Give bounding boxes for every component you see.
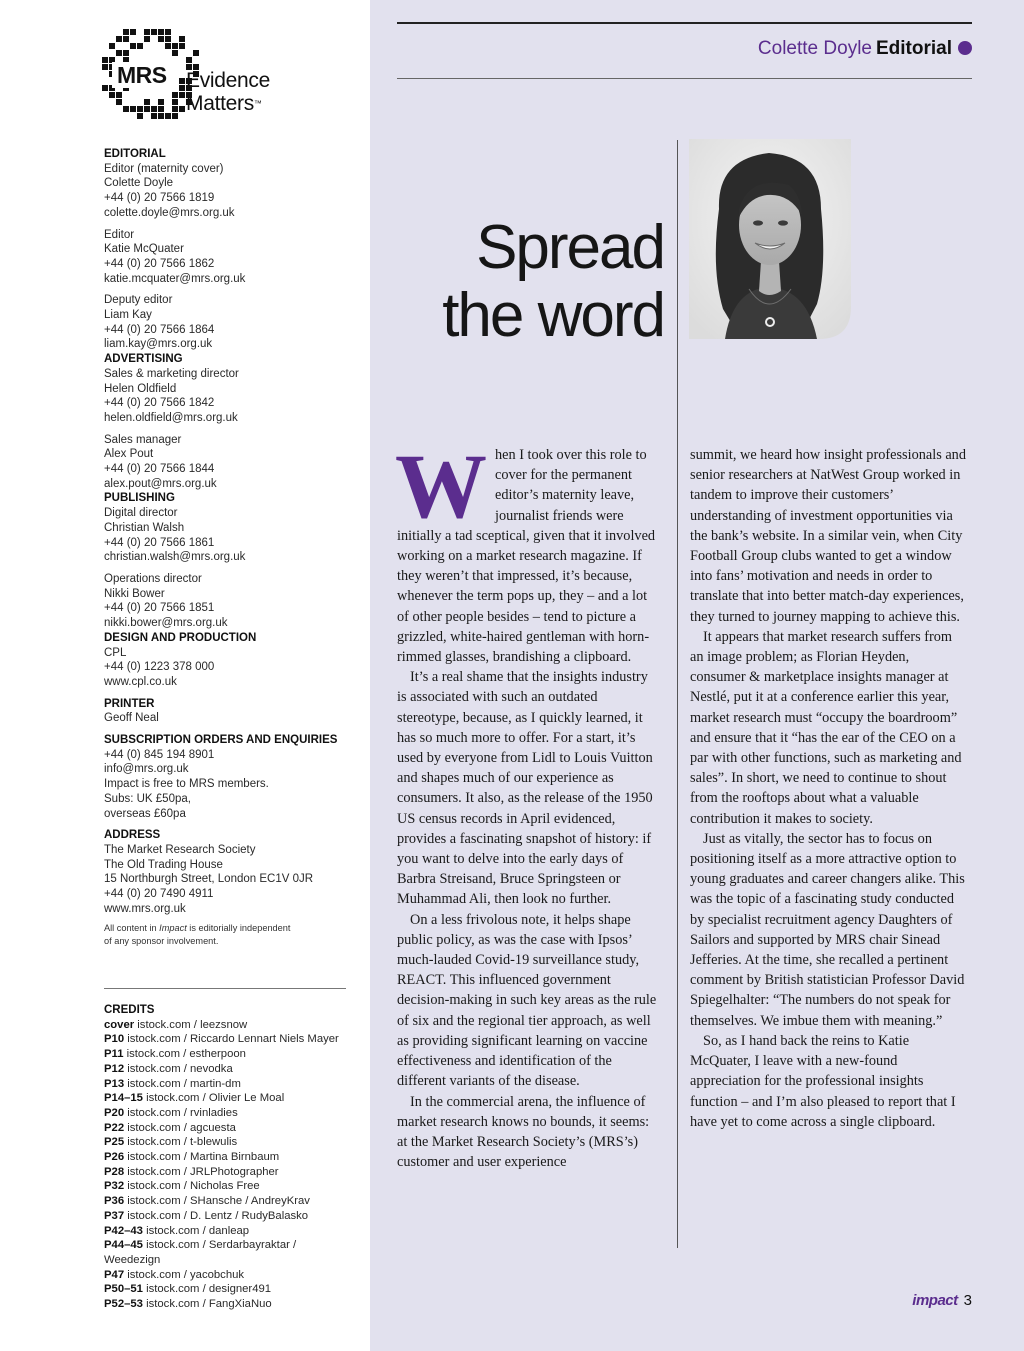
contact-block bbox=[104, 367, 354, 426]
credit-page: P22 bbox=[104, 1121, 125, 1134]
logo-matters-text bbox=[186, 93, 262, 115]
email: nikki.bower@mrs.org.uk bbox=[104, 617, 228, 630]
credit-source: istock.com / yacobchuk bbox=[124, 1268, 245, 1281]
article-paragraph: Just as vitally, the sector has to focus on positioning itself as a more attractive option to young graduates and career changers alike. This was the topic of a fascinating study conducted by specialist recruitment agency Daughters of Sailors and supported by MRS chair Sinead Jefferies. At the time, she recalled a pertinent comment by British statistician Professor David Spiegelhalter: “The numbers do not speak for themselves. We imbue them with meaning.” bbox=[690, 830, 965, 1029]
credit-item bbox=[104, 1209, 354, 1224]
subscription-line: overseas £60pa bbox=[104, 807, 186, 820]
credit-page: P47 bbox=[104, 1268, 125, 1281]
editorial-title: EDITORIAL bbox=[104, 148, 166, 160]
article-paragraph: So, as I hand back the reins to Katie McQuater, I leave with a new-found appreciation for the professional insights function – and I’m also pleased to report that I have yet to come across a single clipboard. bbox=[690, 1032, 956, 1130]
credit-source: istock.com / Serdarbayraktar / Weedezign bbox=[104, 1239, 297, 1266]
role: Sales manager bbox=[104, 433, 182, 446]
paragraph-text: hen I took over this role to cover for the permanent editor’s maternity leave, journalist friends were initially a tad sceptical, given that it involved working on a market research magazine. If they weren’t that impressed, it’s because, whenever the term pops up, they – and a lot of other people besides – tend to picture a grizzled, white-haired gentleman with horn-rimmed glasses, brandishing a clipboard. bbox=[397, 447, 656, 666]
contact-block bbox=[104, 228, 354, 287]
person-name: Colette Doyle bbox=[104, 177, 174, 190]
credit-source: istock.com / leezsnow bbox=[134, 1018, 248, 1031]
subscription-line: Impact is free to MRS members. bbox=[104, 778, 269, 791]
headline-line-2: the word bbox=[442, 281, 664, 350]
credit-page: P52–53 bbox=[104, 1298, 143, 1311]
credit-source: istock.com / agcuesta bbox=[124, 1121, 236, 1134]
role: Deputy editor bbox=[104, 294, 173, 307]
credit-page: P13 bbox=[104, 1077, 125, 1090]
address-line: The Old Trading House bbox=[104, 858, 223, 871]
person-name: Alex Pout bbox=[104, 448, 154, 461]
credit-source: istock.com / rvinladies bbox=[124, 1106, 238, 1119]
credit-item bbox=[104, 1194, 354, 1209]
contact-block bbox=[104, 433, 354, 492]
credit-page: P14–15 bbox=[104, 1092, 143, 1105]
credit-item bbox=[104, 1238, 354, 1267]
credit-page: P32 bbox=[104, 1180, 125, 1193]
role: Operations director bbox=[104, 572, 202, 585]
credit-page: P37 bbox=[104, 1209, 125, 1222]
credit-page: P50–51 bbox=[104, 1283, 143, 1296]
person-name: Katie McQuater bbox=[104, 243, 184, 256]
headline-line-1: Spread bbox=[476, 213, 664, 282]
note-line2: of any sponsor involvement. bbox=[104, 936, 219, 947]
credit-source: istock.com / Olivier Le Moal bbox=[142, 1092, 285, 1105]
address-line: The Market Research Society bbox=[104, 843, 256, 856]
credit-source: istock.com / JRLPhotographer bbox=[124, 1165, 279, 1178]
credits bbox=[104, 1003, 354, 1312]
person-name: Nikki Bower bbox=[104, 587, 165, 600]
email: christian.walsh@mrs.org.uk bbox=[104, 551, 246, 564]
sidebar-divider bbox=[104, 988, 346, 989]
credit-item bbox=[104, 1165, 354, 1180]
phone: +44 (0) 20 7566 1862 bbox=[104, 257, 215, 270]
address-line: +44 (0) 20 7490 4911 bbox=[104, 888, 214, 901]
credit-page: P11 bbox=[104, 1048, 124, 1061]
dot-icon bbox=[958, 41, 972, 55]
header-author: Colette Doyle bbox=[757, 38, 872, 59]
credit-item bbox=[104, 1091, 354, 1106]
credit-source: istock.com / danleap bbox=[142, 1224, 250, 1237]
article-paragraph: In the commercial arena, the influence of market research knows no bounds, it seems: at the Market Research Society’s (MRS’s) customer and user experience bbox=[397, 1093, 650, 1171]
mrs-logo bbox=[102, 22, 292, 126]
drop-cap: W bbox=[395, 435, 487, 537]
design-line: +44 (0) 1223 378 000 bbox=[104, 661, 215, 674]
credit-item bbox=[104, 1224, 354, 1239]
author-photo bbox=[689, 139, 851, 339]
credit-source: istock.com / estherpoon bbox=[123, 1048, 246, 1061]
headline bbox=[442, 214, 664, 350]
credit-page: P42–43 bbox=[104, 1224, 143, 1237]
credit-source: istock.com / Nicholas Free bbox=[124, 1180, 260, 1193]
credit-source: istock.com / t-blewulis bbox=[124, 1136, 238, 1149]
email: helen.oldfield@mrs.org.uk bbox=[104, 411, 238, 424]
column-divider bbox=[677, 140, 678, 1248]
logo-evidence-text: Evidence bbox=[186, 69, 270, 92]
credit-source: istock.com / SHansche / AndreyKrav bbox=[124, 1195, 310, 1208]
credit-page: P28 bbox=[104, 1165, 125, 1178]
printer-title: PRINTER bbox=[104, 697, 155, 710]
article-paragraph: It’s a real shame that the insights industry is associated with such an outdated stereotype, because, as I quickly learned, it has so much more to offer. For a start, it’s used by everyone from Lidl to Louis Vuitton and shapes much of our experience as consumers. It also, as the release of the 1950 US census records in April evidenced, provides a fascinating snapshot of history: if you want to delve into the early days of Barbra Streisand, Bruce Springsteen or Muhammad Ali, then look no further. bbox=[397, 669, 653, 908]
credit-page: P36 bbox=[104, 1195, 125, 1208]
masthead-sidebar bbox=[0, 0, 370, 1351]
advertising-title: ADVERTISING bbox=[104, 353, 183, 366]
logo-matters-word: Matters bbox=[186, 92, 254, 115]
article-paragraph: summit, we heard how insight professionals and senior researchers at NatWest Group worked in tandem to improve their customers’ understanding of investment opportunities via the bank’s website. In a similar vein, when City Football Group clubs wanted to get a window into fans’ motivation and needs in order to translate that into better match-day experiences, they turned to journey mapping to achieve this. bbox=[690, 447, 966, 625]
note-prefix: All content in bbox=[104, 923, 160, 934]
logo-trademark: ™ bbox=[253, 99, 262, 108]
person-name: Liam Kay bbox=[104, 309, 152, 322]
credits-list bbox=[104, 1018, 354, 1312]
credit-source: istock.com / D. Lentz / RudyBalasko bbox=[124, 1209, 309, 1222]
header-top-rule bbox=[397, 22, 972, 24]
credit-item bbox=[104, 1268, 354, 1283]
credit-source: istock.com / Martina Birnbaum bbox=[124, 1151, 280, 1164]
credit-page: P25 bbox=[104, 1136, 125, 1149]
role: Sales & marketing director bbox=[104, 367, 239, 380]
credit-item bbox=[104, 1047, 354, 1062]
role: Digital director bbox=[104, 507, 178, 520]
design-title: DESIGN AND PRODUCTION bbox=[104, 631, 257, 644]
subscription-title: SUBSCRIPTION ORDERS AND ENQUIRIES bbox=[104, 734, 338, 747]
credit-item bbox=[104, 1179, 354, 1194]
contact-block bbox=[104, 162, 354, 221]
masthead bbox=[104, 147, 354, 948]
credits-title: CREDITS bbox=[104, 1004, 155, 1016]
credit-item bbox=[104, 1032, 354, 1047]
article-column-2 bbox=[690, 445, 966, 1132]
credit-source: istock.com / Riccardo Lennart Niels Mayer bbox=[124, 1033, 339, 1046]
article-paragraph bbox=[395, 435, 659, 667]
email: liam.kay@mrs.org.uk bbox=[104, 338, 213, 351]
address-line: 15 Northburgh Street, London EC1V 0JR bbox=[104, 873, 314, 886]
credit-source: istock.com / FangXiaNuo bbox=[142, 1298, 272, 1311]
article-column-1 bbox=[395, 435, 659, 1172]
credit-page: P26 bbox=[104, 1151, 125, 1164]
credit-page: P12 bbox=[104, 1062, 125, 1075]
contact-block bbox=[104, 572, 354, 631]
person-name: Christian Walsh bbox=[104, 521, 185, 534]
credit-item bbox=[104, 1062, 354, 1077]
page-footer bbox=[912, 1292, 972, 1309]
credit-page: P44–45 bbox=[104, 1239, 143, 1252]
credit-page: P10 bbox=[104, 1033, 125, 1046]
design-line: CPL bbox=[104, 646, 127, 659]
footer-brand: impact bbox=[912, 1292, 958, 1309]
design-line: www.cpl.co.uk bbox=[104, 675, 177, 688]
credit-source: istock.com / designer491 bbox=[142, 1283, 272, 1296]
note-italic: Impact bbox=[159, 923, 187, 934]
publishing-title: PUBLISHING bbox=[104, 492, 175, 505]
address-line: www.mrs.org.uk bbox=[104, 902, 186, 915]
credit-item bbox=[104, 1077, 354, 1092]
email: alex.pout@mrs.org.uk bbox=[104, 477, 217, 490]
editorial-blocks bbox=[104, 162, 354, 352]
phone: +44 (0) 20 7566 1842 bbox=[104, 397, 215, 410]
credit-item bbox=[104, 1018, 354, 1033]
phone: +44 (0) 20 7566 1864 bbox=[104, 323, 215, 336]
independence-note bbox=[104, 922, 354, 947]
phone: +44 (0) 20 7566 1851 bbox=[104, 602, 215, 615]
person-name: Helen Oldfield bbox=[104, 382, 177, 395]
header-section: Editorial bbox=[875, 38, 952, 59]
credit-item bbox=[104, 1106, 354, 1121]
subscription-line: +44 (0) 845 194 8901 bbox=[104, 748, 215, 761]
phone: +44 (0) 20 7566 1844 bbox=[104, 463, 215, 476]
logo-mrs-text: MRS bbox=[112, 62, 172, 88]
address-title: ADDRESS bbox=[104, 829, 161, 842]
phone: +44 (0) 20 7566 1861 bbox=[104, 536, 215, 549]
role: Editor (maternity cover) bbox=[104, 162, 224, 175]
article-paragraph: It appears that market research suffers from an image problem; as Florian Heyden, consumer & marketplace insights manager at Nestlé, put it at a conference earlier this year, market research must “occupy the boardroom” and ensure that it “has the ear of the CEO on a par with other functions, such as marketing and sales”. In short, we need to continue to shout from the rooftops about what a valuable contribution it makes to society. bbox=[690, 628, 962, 827]
credit-source: istock.com / martin-dm bbox=[124, 1077, 241, 1090]
credit-page: cover bbox=[104, 1018, 135, 1031]
phone: +44 (0) 20 7566 1819 bbox=[104, 192, 215, 205]
email: katie.mcquater@mrs.org.uk bbox=[104, 272, 246, 285]
portrait-image bbox=[689, 139, 851, 339]
subscription-line: info@mrs.org.uk bbox=[104, 763, 189, 776]
credit-item bbox=[104, 1121, 354, 1136]
contact-block bbox=[104, 506, 354, 565]
role: Editor bbox=[104, 228, 135, 241]
contact-block bbox=[104, 293, 354, 352]
article-paragraph: On a less frivolous note, it helps shape public policy, as was the case with Ipsos’ much-lauded Covid-19 surveillance study, REACT. This influenced government decision-making in such key areas as the rule of six and the regional tier approach, as well as providing significant learning on vaccine effectiveness and identification of the different variants of the disease. bbox=[397, 911, 657, 1090]
header-under-rule bbox=[397, 78, 972, 79]
section-header bbox=[758, 38, 972, 60]
credit-item bbox=[104, 1135, 354, 1150]
credit-item bbox=[104, 1282, 354, 1297]
page-number: 3 bbox=[963, 1292, 972, 1309]
subscription-line: Subs: UK £50pa, bbox=[104, 792, 191, 805]
note-suffix: is editorially independent bbox=[186, 923, 291, 934]
email: colette.doyle@mrs.org.uk bbox=[104, 206, 235, 219]
credit-page: P20 bbox=[104, 1106, 125, 1119]
printer-line: Geoff Neal bbox=[104, 712, 159, 725]
credit-item bbox=[104, 1150, 354, 1165]
credit-item bbox=[104, 1297, 354, 1312]
credit-source: istock.com / nevodka bbox=[124, 1062, 233, 1075]
